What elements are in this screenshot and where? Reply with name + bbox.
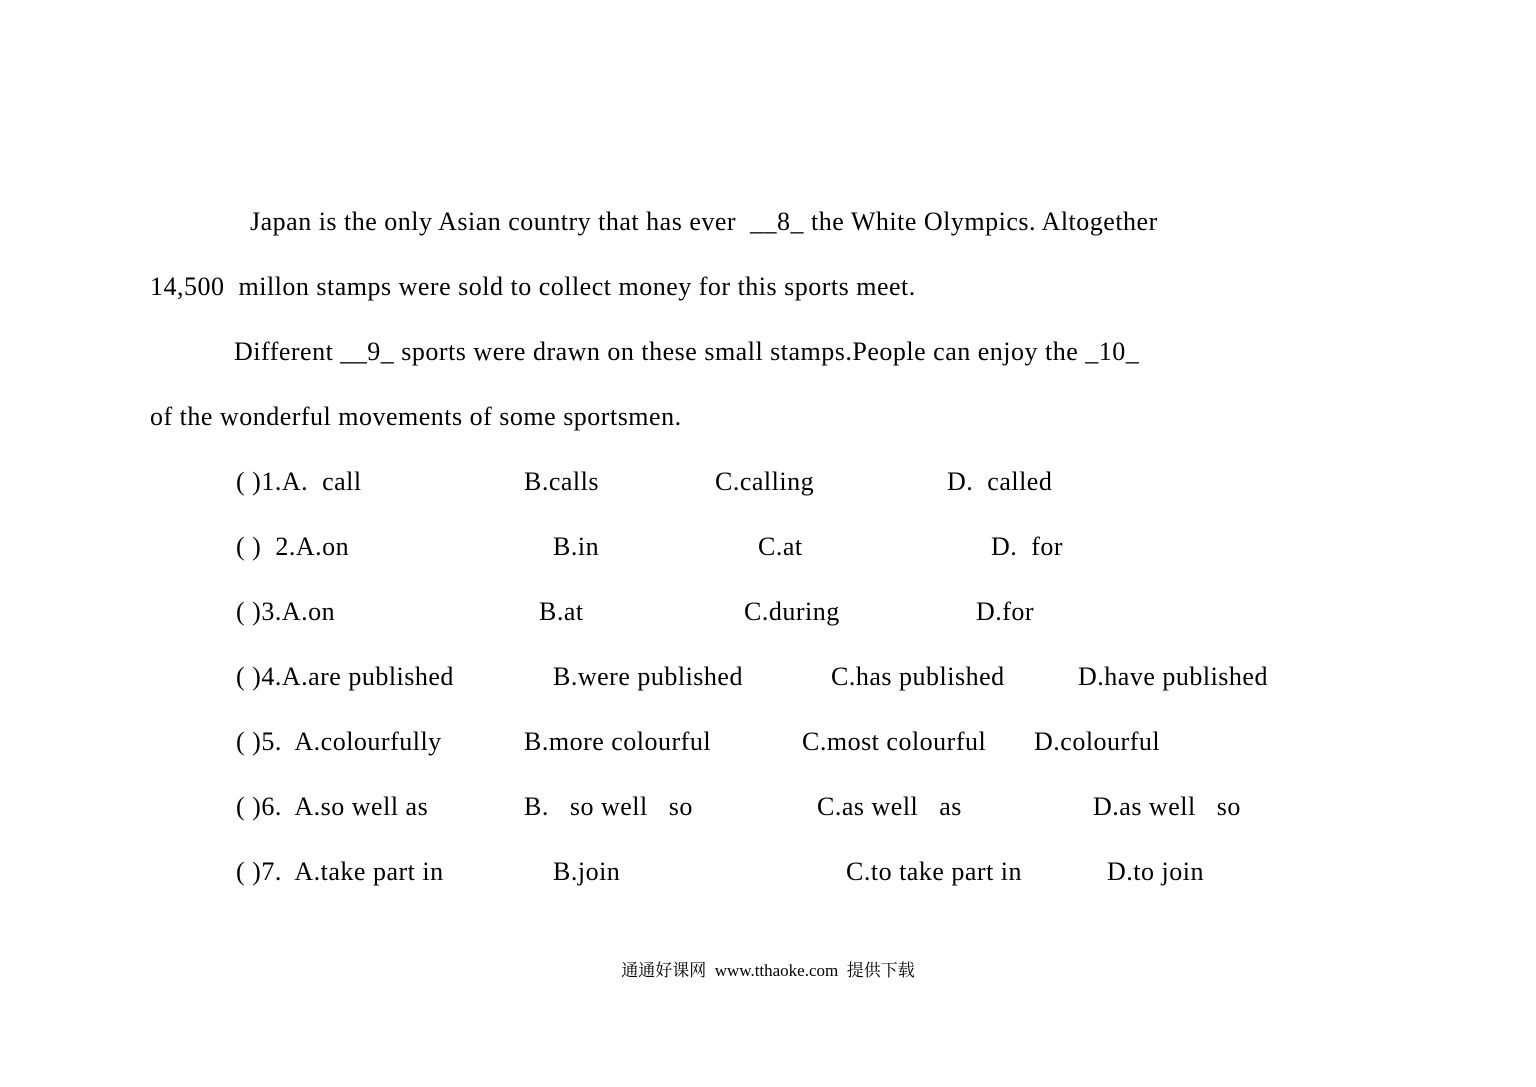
- question-1-option-b: B.calls: [524, 467, 599, 496]
- passage-line-3: Different __9_ sports were drawn on these small stamps.People can enjoy the _10_: [234, 337, 1140, 366]
- passage-line-1: Japan is the only Asian country that has ever __8_ the White Olympics. Altogether: [250, 207, 1158, 236]
- question-6-option-d: D.as well so: [1093, 792, 1241, 821]
- question-3-option-a: ( )3.A.on: [236, 597, 336, 626]
- question-5-option-a: ( )5. A.colourfully: [236, 727, 442, 756]
- question-3-option-d: D.for: [976, 597, 1035, 626]
- passage-line-4: of the wonderful movements of some sportsmen.: [150, 402, 682, 431]
- question-6-option-b: B. so well so: [524, 792, 693, 821]
- question-4-option-b: B.were published: [553, 662, 743, 691]
- question-4-option-c: C.has published: [831, 662, 1005, 691]
- question-7-option-d: D.to join: [1107, 857, 1204, 886]
- question-3-option-b: B.at: [539, 597, 584, 626]
- question-2-option-d: D. for: [991, 532, 1064, 561]
- question-1-option-d: D. called: [947, 467, 1053, 496]
- question-2-option-b: B.in: [553, 532, 600, 561]
- question-5-option-c: C.most colourful: [802, 727, 987, 756]
- passage-line-2: 14,500 millon stamps were sold to collect money for this sports meet.: [150, 272, 916, 301]
- question-6-option-c: C.as well as: [817, 792, 962, 821]
- question-6-option-a: ( )6. A.so well as: [236, 792, 429, 821]
- question-4-option-a: ( )4.A.are published: [236, 662, 454, 691]
- question-4-option-d: D.have published: [1078, 662, 1268, 691]
- question-3-option-c: C.during: [744, 597, 840, 626]
- footer-credit: 通通好课网 www.tthaoke.com 提供下载: [621, 961, 915, 980]
- question-7-option-b: B.join: [553, 857, 621, 886]
- question-5-option-d: D.colourful: [1034, 727, 1161, 756]
- question-2-option-a: ( ) 2.A.on: [236, 532, 350, 561]
- question-5-option-b: B.more colourful: [524, 727, 712, 756]
- question-2-option-c: C.at: [758, 532, 803, 561]
- question-1-option-a: ( )1.A. call: [236, 467, 362, 496]
- question-7-option-a: ( )7. A.take part in: [236, 857, 444, 886]
- question-7-option-c: C.to take part in: [846, 857, 1023, 886]
- question-1-option-c: C.calling: [715, 467, 815, 496]
